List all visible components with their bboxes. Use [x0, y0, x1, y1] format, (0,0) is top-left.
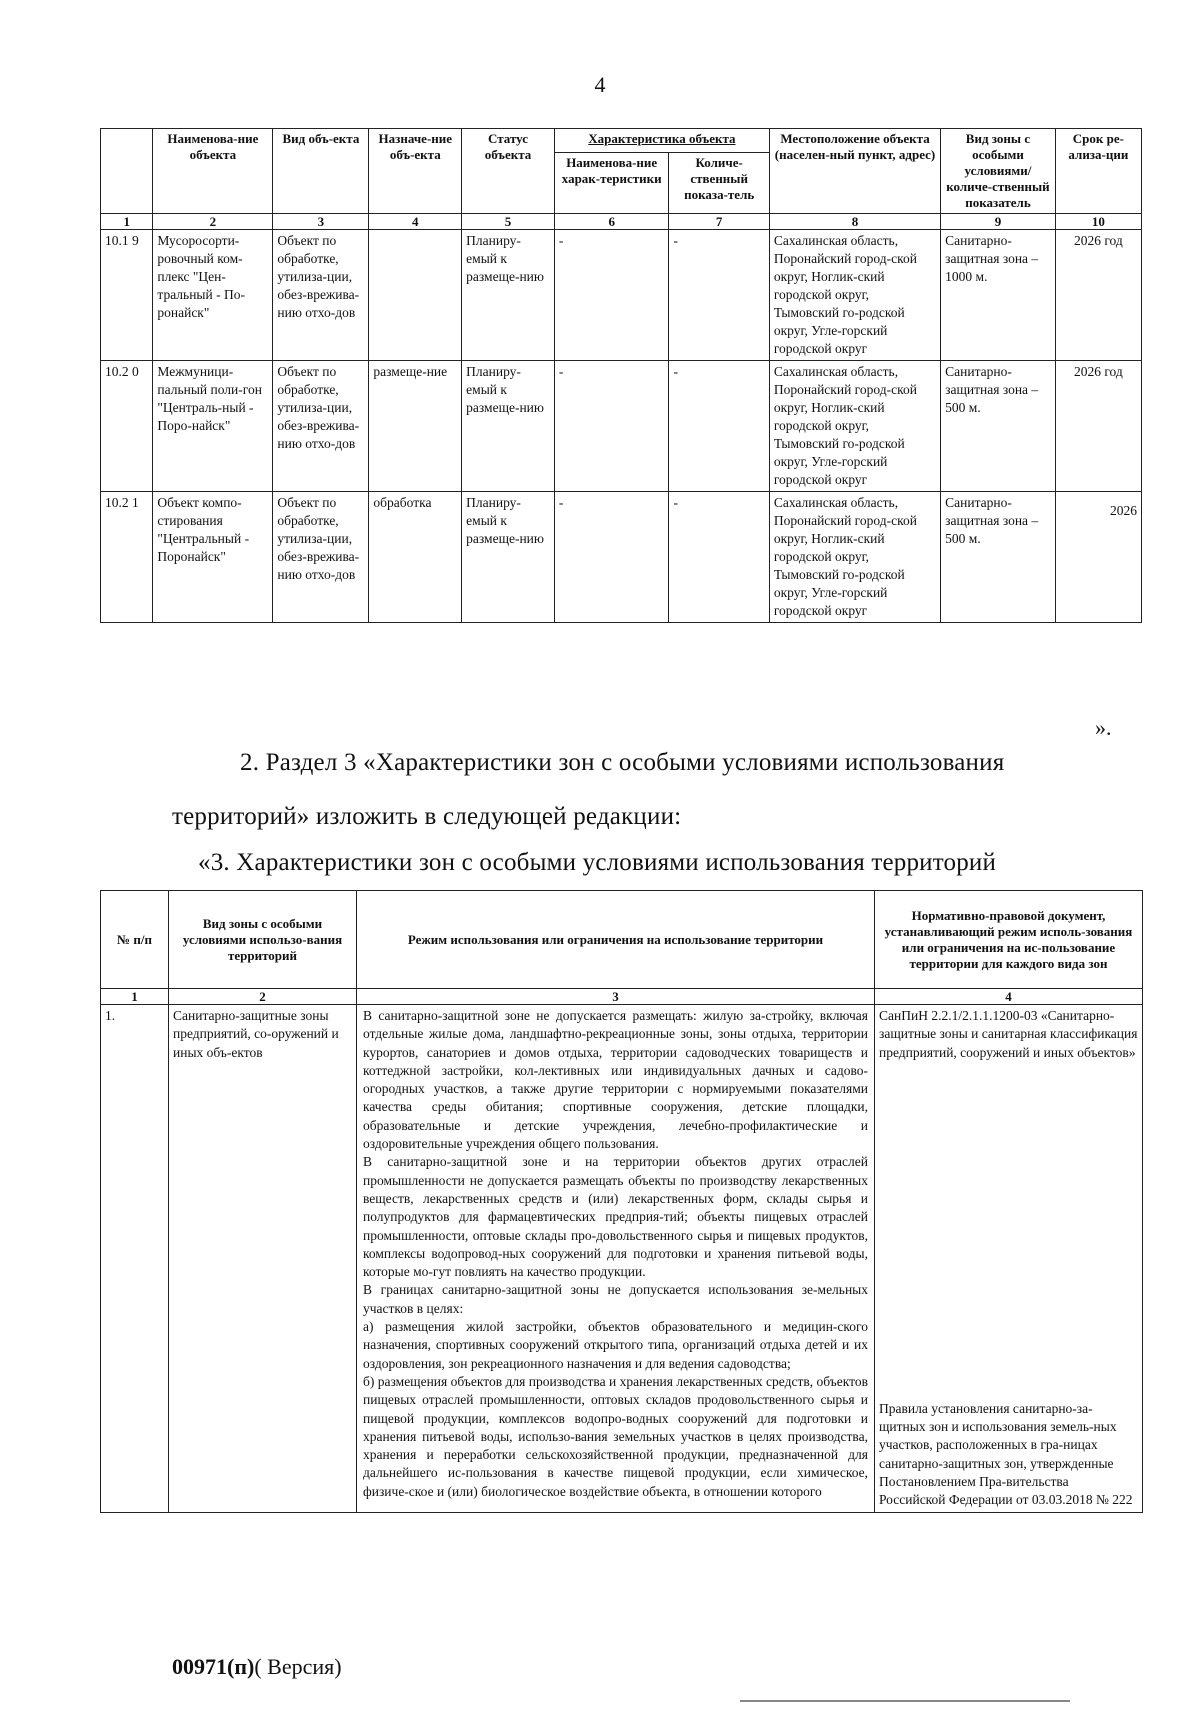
t1-header-zone: Вид зоны с особыми условиями/ количе-ственный показатель: [941, 129, 1056, 214]
t1-colnum: 2: [153, 214, 273, 230]
t1-colnum: 4: [369, 214, 462, 230]
t2-header-usage-mode: Режим использования или ограничения на использование территории: [357, 891, 875, 989]
object-location: Сахалинская область, Поронайский город-ской округ, Ноглик-ский городской округ, Тымовский го-родской округ, Угле-горский городской округ: [769, 492, 940, 623]
object-status: Планиру-емый к размеще-нию: [462, 230, 555, 361]
row-number: 1.: [101, 1005, 169, 1513]
closing-quote: ».: [1095, 715, 1112, 740]
table2-column-numbers: [101, 989, 1143, 1005]
table1-header-row: [101, 129, 1142, 153]
t1-header-char-name: Наименова-ние харак-теристики: [554, 153, 669, 214]
object-purpose: обработка: [369, 492, 462, 623]
usage-mode-paragraph: В санитарно-защитной зоне и на территории объектов других отраслей промышленности не допускается размещать объекты по производству лекарственных веществ, лекарственных средств и (или) лекарственных форм, склады сырья и полупродуктов для фармацевтических предприя-тий; объекты пищевых отраслей промышленности, оптовые склады про-довольственного сырья и пищевых продуктов, комплексы водопровод-ных сооружений для подготовки и хранения питьевой воды, которые мо-гут повлиять на качество продукции.: [363, 1154, 868, 1280]
zone-type: Санитарно-защитная зона – 500 м.: [941, 361, 1056, 492]
object-location: Сахалинская область, Поронайский город-ской округ, Ноглик-ский городской округ, Тымовский го-родской округ, Угле-горский городской округ: [769, 361, 940, 492]
t1-colnum: 6: [554, 214, 669, 230]
t1-colnum: 10: [1055, 214, 1141, 230]
t1-header-object-purpose: Назначе-ние объ-екта: [369, 129, 462, 214]
scan-artifact-line: [740, 1700, 1070, 1702]
object-name: Объект компо-стирования "Центральный - Поронайск": [153, 492, 273, 623]
t1-colnum: 5: [462, 214, 555, 230]
t2-colnum: 2: [169, 989, 357, 1005]
row-number: 10.2 0: [101, 361, 153, 492]
t1-header-term: Срок ре-ализа-ции: [1055, 129, 1141, 214]
char-name: -: [554, 361, 669, 492]
page-number: 4: [594, 72, 606, 97]
object-name: Межмуници-пальный поли-гон "Централь-ный - Поро-найск": [153, 361, 273, 492]
amendment-paragraph: 2. Раздел 3 «Характеристики зон с особыми условиями использования: [240, 749, 1005, 776]
t1-colnum: 3: [273, 214, 369, 230]
amendment-paragraph-continuation: территорий» изложить в следующей редакции:: [172, 803, 682, 830]
zone-type: Санитарно-защитные зоны предприятий, со-оружений и иных объ-ектов: [169, 1005, 357, 1513]
char-name: -: [554, 230, 669, 361]
object-status: Планиру-емый к размеще-нию: [462, 361, 555, 492]
t1-colnum: 1: [101, 214, 153, 230]
zone-type: Санитарно-защитная зона – 1000 м.: [941, 230, 1056, 361]
t1-header-object-type: Вид объ-екта: [273, 129, 369, 214]
t1-header-characteristics: Характеристика объекта: [554, 129, 769, 153]
char-value: -: [669, 230, 769, 361]
object-type: Объект по обработке, утилиза-ции, обез-врежива-нию отхо-дов: [273, 230, 369, 361]
t2-header-regulation: Нормативно-правовой документ, устанавливающий режим исполь-зования или ограничения на ис-пользование территории для каждого вида зон: [875, 891, 1143, 989]
t1-header-char-value: Количе-ственный показа-тель: [669, 153, 769, 214]
object-location: Сахалинская область, Поронайский город-ской округ, Ноглик-ский городской округ, Тымовский го-родской округ, Угле-горский городской округ: [769, 230, 940, 361]
table-row: [101, 230, 1142, 361]
implementation-term: 2026: [1055, 492, 1141, 623]
planned-objects-table: [100, 128, 1142, 623]
row-number: 10.1 9: [101, 230, 153, 361]
object-purpose: размеще-ние: [369, 361, 462, 492]
object-status: Планиру-емый к размеще-нию: [462, 492, 555, 623]
regulation-government-rules: Правила установления санитарно-за-щитных зон и использования земель-ных участков, расположенных в гра-ницах санитарно-защитных зон, утвержденные Постановлением Пра-вительства Российской Федерации от 03.03.2018 № 222: [879, 1400, 1133, 1508]
table-row: [101, 1005, 1143, 1513]
document-footer: [172, 1654, 342, 1680]
regulation-documents: [875, 1005, 1143, 1513]
char-name: -: [554, 492, 669, 623]
char-value: -: [669, 492, 769, 623]
table-row: [101, 361, 1142, 492]
t2-colnum: 3: [357, 989, 875, 1005]
document-version: ( Версия): [254, 1654, 342, 1679]
object-purpose: [369, 230, 462, 361]
usage-mode-paragraph: а) размещения жилой застройки, объектов образовательного и медицин-ского назначения, спортивных сооружений открытого типа, организаций отдыха детей и их оздоровления, зон рекреационного назначения и для ведения садоводства;: [363, 1319, 868, 1371]
t1-colnum: 9: [941, 214, 1056, 230]
zone-type: Санитарно-защитная зона – 500 м.: [941, 492, 1056, 623]
t1-header-object-status: Статус объекта: [462, 129, 555, 214]
usage-mode-paragraph: б) размещения объектов для производства и хранения лекарственных средств, объектов пищевых отраслей промышленности, оптовых складов продовольственного сырья и пищевой продукции, комплексов водопро-водных сооружений для подготовки и хранения питьевой воды, использо-вания земельных участков в целях производства, хранения и переработки сельскохозяйственной продукции, предназначенной для дальнейшего ис-пользования в качестве пищевой продукции, если химическое, физиче-ское и (или) биологическое воздействие объекта, в отношении которого: [363, 1373, 868, 1499]
t2-header-number: № п/п: [101, 891, 169, 989]
document-code: 00971(п): [172, 1654, 255, 1679]
usage-mode: [357, 1005, 875, 1513]
section-title: «3. Характеристики зон с особыми условиями использования территорий: [198, 849, 997, 876]
t1-colnum: 8: [769, 214, 940, 230]
table1-column-numbers: [101, 214, 1142, 230]
table-row: [101, 492, 1142, 623]
spacer: [879, 1062, 1138, 1400]
t2-header-zone-type: Вид зоны с особыми условиями использо-вания территорий: [169, 891, 357, 989]
regulation-sanpin: СанПиН 2.2.1/2.1.1.1200-03 «Санитарно-защитные зоны и санитарная классификация предприятий, сооружений и иных объектов»: [879, 1008, 1138, 1060]
table2-header-row: [101, 891, 1143, 989]
t2-colnum: 4: [875, 989, 1143, 1005]
object-type: Объект по обработке, утилиза-ции, обез-врежива-нию отхо-дов: [273, 492, 369, 623]
object-name: Мусоросорти-ровочный ком-плекс "Цен-тральный - По-ронайск": [153, 230, 273, 361]
object-type: Объект по обработке, утилиза-ции, обез-врежива-нию отхо-дов: [273, 361, 369, 492]
char-value: -: [669, 361, 769, 492]
t1-header-object-name: Наименова-ние объекта: [153, 129, 273, 214]
t1-colnum: 7: [669, 214, 769, 230]
row-number: 10.2 1: [101, 492, 153, 623]
implementation-term: 2026 год: [1055, 230, 1141, 361]
t1-header-col1: [101, 129, 153, 214]
usage-mode-paragraph: В границах санитарно-защитной зоны не допускается использования зе-мельных участков в целях:: [363, 1282, 868, 1316]
usage-mode-paragraph: В санитарно-защитной зоне не допускается размещать: жилую за-стройку, включая отдельные жилые дома, ландшафтно-рекреационные зоны, зоны отдыха, территории курортов, санаториев и домов отдыха, территории садоводческих товариществ и коттеджной застройки, кол-лективных или индивидуальных дачных и садово-огородных участков, а также другие территории с нормируемыми показателями качества среды обитания; спортивные сооружения, детские площадки, образовательные и детские учреждения, лечебно-профилактические и оздоровительные учреждения общего пользования.: [363, 1008, 868, 1152]
zone-characteristics-table: [100, 890, 1143, 1513]
t2-colnum: 1: [101, 989, 169, 1005]
t1-header-location: Местоположение объекта (населен-ный пункт, адрес): [769, 129, 940, 214]
implementation-term: 2026 год: [1055, 361, 1141, 492]
